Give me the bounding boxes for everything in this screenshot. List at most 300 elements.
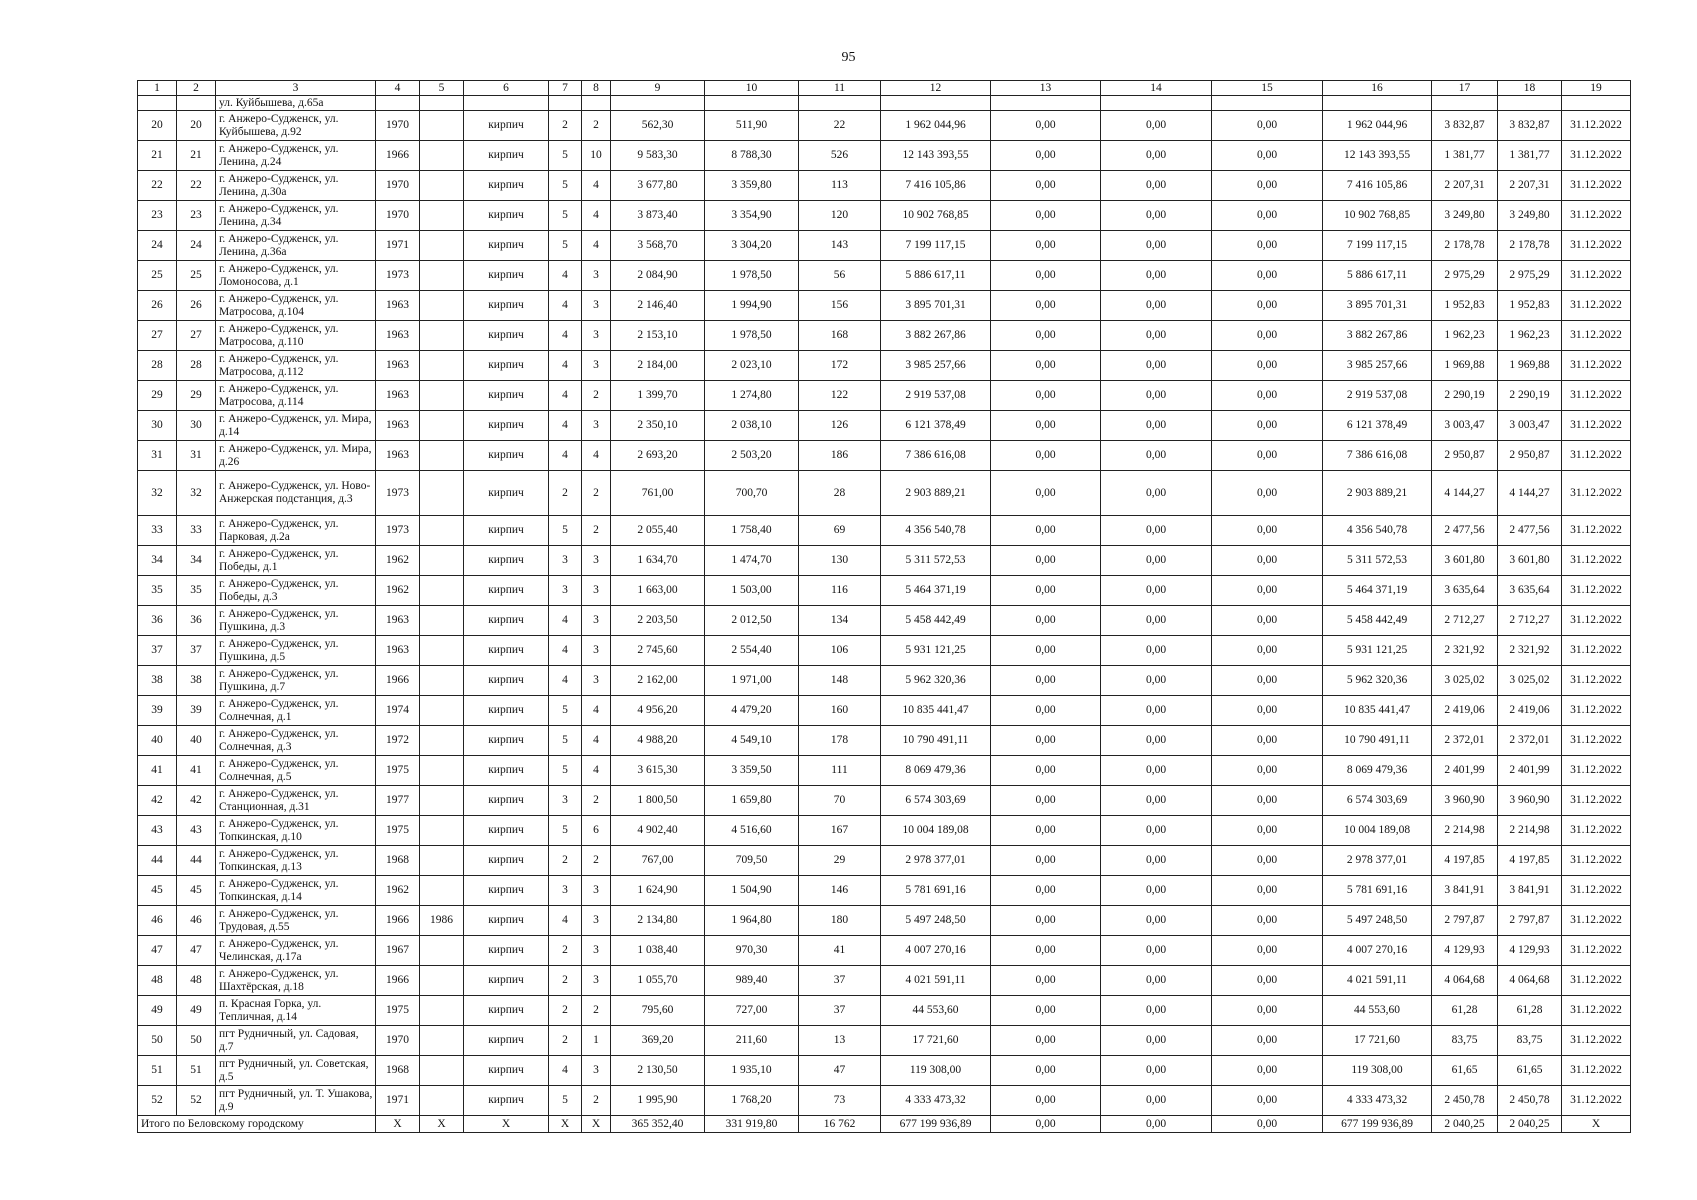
- table-row: [138, 726, 1631, 756]
- table-cell: 2 055,40: [611, 516, 705, 546]
- table-row: [138, 846, 1631, 876]
- table-cell: 10 004 189,08: [1323, 816, 1432, 846]
- table-cell: 1 624,90: [611, 876, 705, 906]
- header-cell: 17: [1432, 81, 1498, 96]
- header-cell: 9: [611, 81, 705, 96]
- table-cell: 1 962 044,96: [1323, 111, 1432, 141]
- table-cell: 4: [582, 726, 611, 756]
- table-cell: 0,00: [1212, 261, 1323, 291]
- table-cell: 0,00: [1212, 321, 1323, 351]
- table-cell: 0,00: [991, 636, 1101, 666]
- table-cell: 1 758,40: [705, 516, 799, 546]
- table-cell: 122: [799, 381, 881, 411]
- table-cell: кирпич: [464, 846, 549, 876]
- table-cell: 1986: [420, 906, 464, 936]
- header-cell: 11: [799, 81, 881, 96]
- table-cell: 1963: [376, 381, 420, 411]
- table-row: [138, 576, 1631, 606]
- table-cell: 0,00: [991, 171, 1101, 201]
- table-cell: 113: [799, 171, 881, 201]
- table-cell: 111: [799, 756, 881, 786]
- table-cell: 2: [549, 936, 582, 966]
- header-cell: 5: [420, 81, 464, 96]
- table-row: [138, 261, 1631, 291]
- table-cell: кирпич: [464, 696, 549, 726]
- table-cell: 3 003,47: [1432, 411, 1498, 441]
- table-cell: 3 960,90: [1498, 786, 1562, 816]
- total-cell: Х: [1562, 1116, 1631, 1133]
- table-cell: 3: [582, 666, 611, 696]
- table-cell: 3: [549, 576, 582, 606]
- address-cell: п. Красная Горка, ул. Тепличная, д.14: [216, 996, 376, 1026]
- table-cell: 17 721,60: [881, 1026, 991, 1056]
- table-cell: 0,00: [1212, 786, 1323, 816]
- table-cell: 4: [549, 906, 582, 936]
- table-cell: 1 994,90: [705, 291, 799, 321]
- table-cell: 0,00: [991, 906, 1101, 936]
- table-cell: 5: [549, 816, 582, 846]
- table-cell: 0,00: [1212, 141, 1323, 171]
- total-cell: Х: [582, 1116, 611, 1133]
- table-cell: 13: [799, 1026, 881, 1056]
- table-cell: кирпич: [464, 756, 549, 786]
- table-cell: 27: [138, 321, 177, 351]
- table-row: [138, 441, 1631, 471]
- table-cell: 10 902 768,85: [1323, 201, 1432, 231]
- empty-cell: [705, 96, 799, 111]
- table-cell: [420, 696, 464, 726]
- total-cell: 677 199 936,89: [1323, 1116, 1432, 1133]
- empty-cell: [464, 96, 549, 111]
- table-cell: 1975: [376, 816, 420, 846]
- table-cell: 0,00: [991, 381, 1101, 411]
- table-cell: кирпич: [464, 606, 549, 636]
- table-cell: 31.12.2022: [1562, 666, 1631, 696]
- table-cell: [420, 876, 464, 906]
- table-cell: 3: [582, 1056, 611, 1086]
- table-cell: 1 995,90: [611, 1086, 705, 1116]
- table-cell: 0,00: [1101, 786, 1212, 816]
- table-cell: 2 162,00: [611, 666, 705, 696]
- table-cell: 4 956,20: [611, 696, 705, 726]
- table-cell: 6 574 303,69: [881, 786, 991, 816]
- address-cell: г. Анжеро-Судженск, ул. Ленина, д.24: [216, 141, 376, 171]
- table-cell: кирпич: [464, 141, 549, 171]
- table-cell: 10 835 441,47: [881, 696, 991, 726]
- table-cell: 0,00: [1212, 1026, 1323, 1056]
- table-cell: 33: [138, 516, 177, 546]
- table-cell: 0,00: [1101, 816, 1212, 846]
- table-cell: 6: [582, 816, 611, 846]
- table-cell: 0,00: [1212, 876, 1323, 906]
- table-cell: 31.12.2022: [1562, 936, 1631, 966]
- table-cell: 2 023,10: [705, 351, 799, 381]
- table-cell: [420, 471, 464, 516]
- table-cell: 2 950,87: [1498, 441, 1562, 471]
- table-cell: [420, 411, 464, 441]
- table-cell: 31.12.2022: [1562, 231, 1631, 261]
- table-cell: [420, 321, 464, 351]
- table-cell: 30: [177, 411, 216, 441]
- table-cell: кирпич: [464, 471, 549, 516]
- table-row: [138, 351, 1631, 381]
- header-cell: 2: [177, 81, 216, 96]
- table-cell: 61,65: [1432, 1056, 1498, 1086]
- table-cell: 44 553,60: [1323, 996, 1432, 1026]
- table-cell: 5: [549, 516, 582, 546]
- table-cell: 37: [138, 636, 177, 666]
- table-row: [138, 816, 1631, 846]
- table-cell: 2 321,92: [1498, 636, 1562, 666]
- table-cell: 1968: [376, 846, 420, 876]
- table-cell: 1963: [376, 411, 420, 441]
- table-cell: 3 249,80: [1498, 201, 1562, 231]
- table-cell: 5 458 442,49: [1323, 606, 1432, 636]
- table-cell: 31.12.2022: [1562, 816, 1631, 846]
- empty-cell: [376, 96, 420, 111]
- table-cell: 1 399,70: [611, 381, 705, 411]
- empty-cell: [138, 96, 177, 111]
- table-row: [138, 906, 1631, 936]
- table-cell: 2 950,87: [1432, 441, 1498, 471]
- table-cell: 1 969,88: [1498, 351, 1562, 381]
- table-cell: 33: [177, 516, 216, 546]
- table-cell: 3: [582, 351, 611, 381]
- table-cell: кирпич: [464, 351, 549, 381]
- table-cell: 4 007 270,16: [1323, 936, 1432, 966]
- table-cell: 4 007 270,16: [881, 936, 991, 966]
- table-cell: 1 768,20: [705, 1086, 799, 1116]
- address-cell: г. Анжеро-Судженск, ул. Топкинская, д.10: [216, 816, 376, 846]
- table-cell: 29: [177, 381, 216, 411]
- table-cell: 9 583,30: [611, 141, 705, 171]
- table-row: [138, 786, 1631, 816]
- table-cell: 49: [177, 996, 216, 1026]
- table-cell: 5 497 248,50: [881, 906, 991, 936]
- table-cell: 0,00: [1212, 696, 1323, 726]
- table-cell: 2: [582, 1086, 611, 1116]
- table-cell: 172: [799, 351, 881, 381]
- table-cell: 3 354,90: [705, 201, 799, 231]
- table-cell: 1 952,83: [1432, 291, 1498, 321]
- table-cell: 119 308,00: [881, 1056, 991, 1086]
- table-cell: 5: [549, 756, 582, 786]
- table-cell: 511,90: [705, 111, 799, 141]
- table-cell: 369,20: [611, 1026, 705, 1056]
- table-cell: [420, 141, 464, 171]
- table-cell: 0,00: [991, 441, 1101, 471]
- header-cell: 13: [991, 81, 1101, 96]
- table-cell: 795,60: [611, 996, 705, 1026]
- address-cell: г. Анжеро-Судженск, ул. Ленина, д.36а: [216, 231, 376, 261]
- table-cell: 5 781 691,16: [881, 876, 991, 906]
- address-cell: ул. Куйбышева, д.65а: [216, 96, 376, 111]
- table-cell: 0,00: [991, 696, 1101, 726]
- table-cell: 4 902,40: [611, 816, 705, 846]
- table-cell: 3: [582, 261, 611, 291]
- table-cell: 4: [582, 231, 611, 261]
- table-cell: 0,00: [991, 546, 1101, 576]
- address-cell: г. Анжеро-Судженск, ул. Матросова, д.104: [216, 291, 376, 321]
- table-cell: 0,00: [1101, 111, 1212, 141]
- table-cell: 29: [138, 381, 177, 411]
- table-cell: 5 962 320,36: [881, 666, 991, 696]
- table-cell: 10 790 491,11: [1323, 726, 1432, 756]
- table-cell: 0,00: [991, 516, 1101, 546]
- table-cell: 40: [138, 726, 177, 756]
- continuation-row: [138, 96, 1631, 111]
- table-cell: 186: [799, 441, 881, 471]
- table-cell: 0,00: [1212, 816, 1323, 846]
- table-cell: 2 084,90: [611, 261, 705, 291]
- total-label: Итого по Беловскому городскому: [138, 1116, 376, 1133]
- address-cell: г. Анжеро-Судженск, ул. Куйбышева, д.92: [216, 111, 376, 141]
- table-cell: 5: [549, 696, 582, 726]
- table-cell: 3 615,30: [611, 756, 705, 786]
- table-cell: 1970: [376, 201, 420, 231]
- total-cell: 365 352,40: [611, 1116, 705, 1133]
- table-cell: 1 274,80: [705, 381, 799, 411]
- table-cell: 31.12.2022: [1562, 726, 1631, 756]
- table-cell: 4 144,27: [1432, 471, 1498, 516]
- table-cell: 2 214,98: [1498, 816, 1562, 846]
- table-cell: 0,00: [1212, 756, 1323, 786]
- table-cell: 1 978,50: [705, 321, 799, 351]
- table-cell: 148: [799, 666, 881, 696]
- table-cell: 7 199 117,15: [881, 231, 991, 261]
- table-cell: 31.12.2022: [1562, 756, 1631, 786]
- table-cell: 0,00: [991, 576, 1101, 606]
- table-cell: 3 882 267,86: [1323, 321, 1432, 351]
- table-cell: 0,00: [1212, 231, 1323, 261]
- total-cell: Х: [376, 1116, 420, 1133]
- table-cell: 1 978,50: [705, 261, 799, 291]
- table-cell: 146: [799, 876, 881, 906]
- total-cell: Х: [464, 1116, 549, 1133]
- table-row: [138, 381, 1631, 411]
- total-cell: 2 040,25: [1432, 1116, 1498, 1133]
- table-cell: 0,00: [991, 321, 1101, 351]
- table-cell: 2 012,50: [705, 606, 799, 636]
- table-cell: 43: [138, 816, 177, 846]
- header-cell: 7: [549, 81, 582, 96]
- housing-registry-table: [137, 80, 1631, 1133]
- table-cell: 31.12.2022: [1562, 996, 1631, 1026]
- table-cell: кирпич: [464, 576, 549, 606]
- table-cell: 6 121 378,49: [1323, 411, 1432, 441]
- table-cell: 0,00: [1212, 966, 1323, 996]
- table-cell: 40: [177, 726, 216, 756]
- table-cell: 31.12.2022: [1562, 321, 1631, 351]
- table-cell: 0,00: [1101, 696, 1212, 726]
- table-cell: кирпич: [464, 966, 549, 996]
- table-cell: 0,00: [991, 201, 1101, 231]
- table-cell: 24: [177, 231, 216, 261]
- table-cell: 2 134,80: [611, 906, 705, 936]
- table-cell: 36: [138, 606, 177, 636]
- table-cell: кирпич: [464, 666, 549, 696]
- table-cell: 43: [177, 816, 216, 846]
- table-row: [138, 516, 1631, 546]
- table-cell: [420, 231, 464, 261]
- table-cell: 0,00: [1212, 546, 1323, 576]
- table-cell: 116: [799, 576, 881, 606]
- table-cell: 1 663,00: [611, 576, 705, 606]
- table-cell: 2 978 377,01: [881, 846, 991, 876]
- table-cell: 26: [138, 291, 177, 321]
- table-cell: 31.12.2022: [1562, 786, 1631, 816]
- header-cell: 19: [1562, 81, 1631, 96]
- table-row: [138, 321, 1631, 351]
- table-cell: 1966: [376, 141, 420, 171]
- table-row: [138, 966, 1631, 996]
- table-cell: 38: [138, 666, 177, 696]
- table-cell: 0,00: [1101, 576, 1212, 606]
- table-cell: [420, 786, 464, 816]
- table-cell: 51: [138, 1056, 177, 1086]
- table-cell: 2 184,00: [611, 351, 705, 381]
- table-cell: 5: [549, 1086, 582, 1116]
- table-cell: 47: [177, 936, 216, 966]
- table-cell: 4: [549, 321, 582, 351]
- table-cell: 3: [582, 606, 611, 636]
- table-cell: 4: [549, 666, 582, 696]
- table-cell: 46: [177, 906, 216, 936]
- table-cell: 0,00: [991, 606, 1101, 636]
- table-cell: 3 985 257,66: [1323, 351, 1432, 381]
- table-cell: кирпич: [464, 1086, 549, 1116]
- table-cell: 0,00: [1212, 606, 1323, 636]
- table-cell: 0,00: [1101, 936, 1212, 966]
- table-cell: 3 025,02: [1498, 666, 1562, 696]
- table-cell: 31: [177, 441, 216, 471]
- table-cell: 3 635,64: [1432, 576, 1498, 606]
- table-cell: [420, 441, 464, 471]
- table-cell: 0,00: [1212, 351, 1323, 381]
- table-cell: 4 197,85: [1498, 846, 1562, 876]
- table-cell: 1977: [376, 786, 420, 816]
- table-cell: 48: [138, 966, 177, 996]
- address-cell: г. Анжеро-Судженск, ул. Парковая, д.2а: [216, 516, 376, 546]
- table-cell: 31.12.2022: [1562, 411, 1631, 441]
- table-cell: 10: [582, 141, 611, 171]
- table-cell: 1966: [376, 906, 420, 936]
- address-cell: г. Анжеро-Судженск, ул. Челинская, д.17а: [216, 936, 376, 966]
- address-cell: г. Анжеро-Судженск, ул. Ленина, д.34: [216, 201, 376, 231]
- table-row: [138, 876, 1631, 906]
- table-cell: 44: [138, 846, 177, 876]
- address-cell: г. Анжеро-Судженск, ул. Матросова, д.114: [216, 381, 376, 411]
- table-cell: 31.12.2022: [1562, 441, 1631, 471]
- header-cell: 4: [376, 81, 420, 96]
- table-cell: 0,00: [1101, 291, 1212, 321]
- table-cell: 0,00: [991, 936, 1101, 966]
- table-cell: [420, 1026, 464, 1056]
- table-cell: 3 832,87: [1432, 111, 1498, 141]
- table-cell: 1962: [376, 576, 420, 606]
- table-cell: 180: [799, 906, 881, 936]
- table-cell: 1963: [376, 291, 420, 321]
- table-cell: 0,00: [1101, 411, 1212, 441]
- table-cell: 83,75: [1498, 1026, 1562, 1056]
- table-cell: 160: [799, 696, 881, 726]
- table-cell: 46: [138, 906, 177, 936]
- table-cell: 0,00: [1212, 906, 1323, 936]
- table-cell: 130: [799, 546, 881, 576]
- table-cell: 0,00: [991, 291, 1101, 321]
- table-cell: 1 964,80: [705, 906, 799, 936]
- table-cell: 1968: [376, 1056, 420, 1086]
- table-cell: 35: [138, 576, 177, 606]
- address-cell: г. Анжеро-Судженск, ул. Мира, д.14: [216, 411, 376, 441]
- table-cell: 4: [549, 441, 582, 471]
- table-cell: 37: [799, 966, 881, 996]
- table-cell: 31.12.2022: [1562, 141, 1631, 171]
- table-row: [138, 201, 1631, 231]
- table-cell: 3: [582, 636, 611, 666]
- table-cell: 2 503,20: [705, 441, 799, 471]
- table-cell: 1973: [376, 261, 420, 291]
- table-cell: 4: [549, 291, 582, 321]
- table-row: [138, 666, 1631, 696]
- table-cell: 31.12.2022: [1562, 111, 1631, 141]
- table-cell: 50: [138, 1026, 177, 1056]
- address-cell: г. Анжеро-Судженск, ул. Ломоносова, д.1: [216, 261, 376, 291]
- total-cell: Х: [420, 1116, 464, 1133]
- table-cell: 2 372,01: [1432, 726, 1498, 756]
- total-cell: 677 199 936,89: [881, 1116, 991, 1133]
- total-cell: 0,00: [1212, 1116, 1323, 1133]
- table-cell: кирпич: [464, 231, 549, 261]
- table-cell: 5 886 617,11: [1323, 261, 1432, 291]
- table-cell: кирпич: [464, 201, 549, 231]
- table-cell: [420, 996, 464, 1026]
- table-cell: 5 931 121,25: [881, 636, 991, 666]
- page-number: 95: [841, 50, 856, 65]
- table-cell: 0,00: [1212, 996, 1323, 1026]
- table-cell: 31.12.2022: [1562, 471, 1631, 516]
- table-cell: 7 416 105,86: [1323, 171, 1432, 201]
- table-cell: 0,00: [1212, 936, 1323, 966]
- table-cell: 17 721,60: [1323, 1026, 1432, 1056]
- table-cell: кирпич: [464, 816, 549, 846]
- table-cell: [420, 936, 464, 966]
- table-cell: [420, 291, 464, 321]
- table-cell: 10 835 441,47: [1323, 696, 1432, 726]
- table-cell: 2 975,29: [1498, 261, 1562, 291]
- table-cell: 8 788,30: [705, 141, 799, 171]
- table-cell: 45: [138, 876, 177, 906]
- header-cell: 6: [464, 81, 549, 96]
- table-cell: 2 477,56: [1432, 516, 1498, 546]
- table-cell: 0,00: [991, 1086, 1101, 1116]
- table-cell: 5: [549, 201, 582, 231]
- table-cell: 52: [138, 1086, 177, 1116]
- table-cell: 0,00: [991, 231, 1101, 261]
- table-cell: кирпич: [464, 291, 549, 321]
- empty-cell: [177, 96, 216, 111]
- address-cell: г. Анжеро-Судженск, ул. Пушкина, д.3: [216, 606, 376, 636]
- table-cell: 21: [177, 141, 216, 171]
- table-cell: 0,00: [1212, 171, 1323, 201]
- table-cell: 4 021 591,11: [881, 966, 991, 996]
- table-cell: 34: [138, 546, 177, 576]
- table-cell: 2 130,50: [611, 1056, 705, 1086]
- table-cell: 3: [582, 906, 611, 936]
- table-cell: 3 601,80: [1432, 546, 1498, 576]
- table-cell: 20: [138, 111, 177, 141]
- table-header-row: [138, 81, 1631, 96]
